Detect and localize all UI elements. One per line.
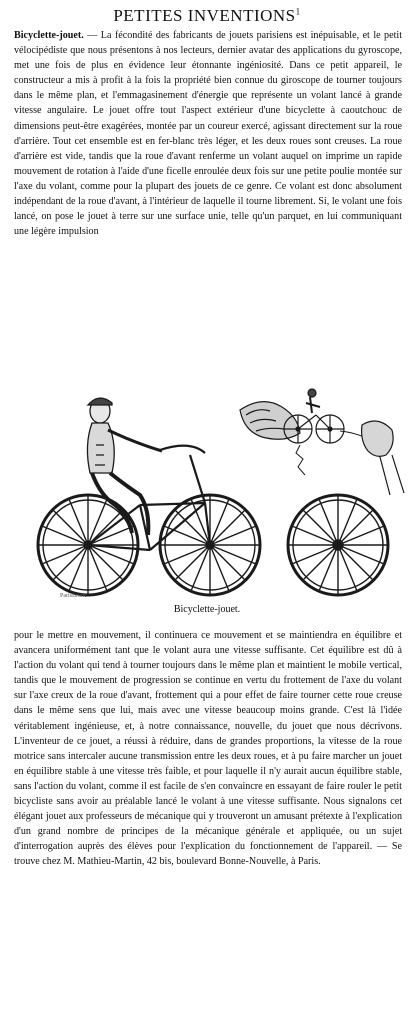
rider-figure xyxy=(87,398,162,535)
illustration xyxy=(0,385,414,600)
footnote-mark: 1 xyxy=(295,6,301,17)
article-lead: Bicyclette-jouet. xyxy=(14,30,84,41)
title-text: PETITES INVENTIONS xyxy=(113,6,296,25)
article-body-top: — La fécondité des fabricants de jouets parisiens est inépuisable, et le petit vélocipédiste que nous présentons à nos lecteurs, dernier avatar des applications du gyroscope, met une fois de plus en évidence leur étonnante ingéniosité. Dans ce petit appareil, le constructeur a mis à profit à la fois la propriété bien connue du giroscope de tourner toujours dans le même plan, et l'emmagasinement d'énergie que représente un volant lancé à grande vitesse angulaire. Le jouet offre tout l'aspect extérieur d'une bicyclette à caoutchouc de dimensions peut-être exagérées, montée par un coureur exercé, agissant directement sur la roue d'arrière. Tout cet ensemble est en fer-blanc très léger, et les deux roues sont creuses. La roue d'arrière est vide, tandis que la roue d'avant renferme un volant auquel on imprime un rapide mouvement de rotation à l'aide d'une ficelle enroulée deux fois sur une petite poulie montée sur l'axe du volant, comme pour la plupart des jouets de ce genre. Ce volant est donc absolument indépendant de la roue d'avant, à l'intérieur de laquelle il tourne librement. Si, le volant une fois lancé, on pose le jouet à terre sur une surface unie, telle qu'un parquet, en lui communiquant une légère impulsion xyxy=(14,30,405,238)
hand-demo-drawing xyxy=(240,389,404,495)
page-title xyxy=(0,6,414,26)
figure-caption: Bicyclette-jouet. xyxy=(173,604,241,615)
article-paragraph-top xyxy=(14,28,405,373)
flywheel-wheel-drawing xyxy=(288,495,388,595)
engraver-signature: ParisBrune xyxy=(60,593,87,599)
article-paragraph-bottom: pour le mettre en mouvement, il continuera ce mouvement et se maintiendra en équilibre et avancera uniformément tant que le volant aura une vitesse suffisante. Cet équilibre est dû à l'action du volant qui tend à tourner toujours dans le même plan et maintient le mobile vertical, tandis que le mouvement de progression se continue en vertu du frottement de l'axe du volant sur l'axe creux de la roue d'avant, frottement qui a pour effet de faire tourner cette roue creuse dans le même sens que lui, mais avec une vitesse beaucoup moins grande. C'est là l'idée véritablement ingénieuse, et, à notre connaissance, nouvelle, du jouet que nous décrivons. L'inventeur de ce jouet, a réussi à réduire, dans de grandes proportions, la vitesse de la roue motrice sans intercaler aucune transmission entre les deux roues, et à pu faire marcher un jouet en équilibre stable à une vitesse très faible, et pour laquelle il n'y aurait aucun équilibre stable, sans l'action du volant, comme il est facile de s'en convaincre en essayant de faire rouler le petit bicycliste sans avoir au préalable lancé le volant à une vitesse suffisante. Nous signalons cet élégant jouet aux professeurs de mécanique qui y trouveront un amusant prétexte à l'explication d'un grand nombre de principes de la mécanique générale et appliquée, ou un sujet d'interrogation auprès des élèves pour l'explication du fonctionnement de l'appareil. — Se trouve chez M. Mathieu-Martin, 42 bis, boulevard Bonne-Nouvelle, à Paris. xyxy=(14,630,405,868)
bicycle-large-drawing xyxy=(38,398,260,599)
